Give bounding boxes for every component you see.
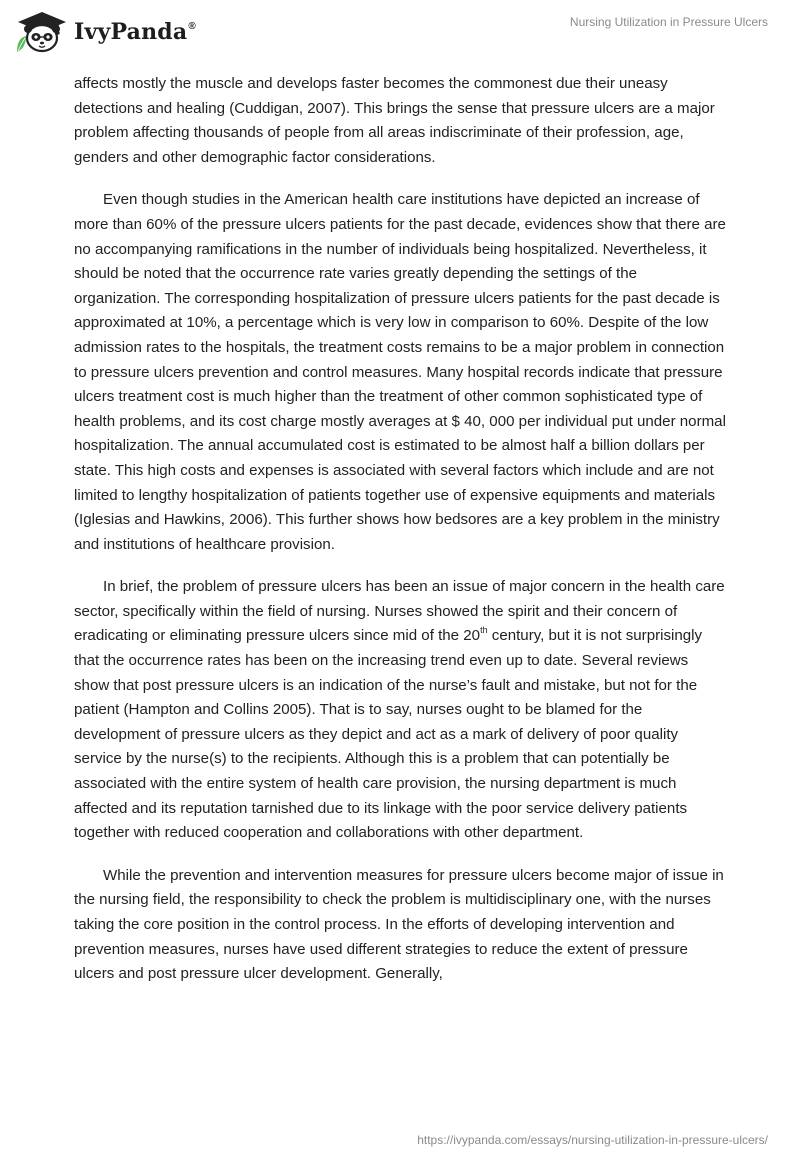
paragraph-1: affects mostly the muscle and develops faster becomes the commonest due their uneasy detections and healing (Cuddigan, 2007). This brings the sense that pressure ulcers are a major problem affecting thousands of people from all areas indiscriminate of their profession, age, genders and other demographic factor considerations.	[74, 75, 715, 166]
registered-mark: ®	[188, 21, 196, 32]
paragraph-3-part-2: century, but it is not surprisingly that the occurrence rates has been on the increasing trend even up to date. Several reviews show that post pressure ulcers is an indication of the nurse’s fault and mistake, but not for the patient (Hampton and Collins 2005). That is to say, nurses ought to be blamed for the development of pressure ulcers as they depict and act as a mark of delivery of poor quality service by the nurse(s) to the recipients. Although this is a problem that can potentially be associated with the entire system of health care provision, the nursing department is much affected and its reputation tarnished due to its linkage with the poor service delivery patients together with reduced cooperation and collaborations with other department.	[74, 627, 703, 842]
source-url-link[interactable]: https://ivypanda.com/essays/nursing-utilization-in-pressure-ulcers/	[417, 1133, 768, 1147]
brand-name	[74, 19, 196, 45]
document-title: Nursing Utilization in Pressure Ulcers	[569, 15, 768, 29]
paragraph-2: Even though studies in the American health care institutions have depicted an increase of more than 60% of the pressure ulcers patients for the past decade, evidences show that there are no accompanying ramifications in the number of individuals being hospitalized. Nevertheless, it should be noted that the occurrence rate varies greatly depending the settings of the organization. The corresponding hospitalization of pressure ulcers patients for the past decade is approximated at 10%, a percentage which is very low in comparison to 60%. Despite of the low admission rates to the hospitals, the treatment costs remains to be a major problem in connection to pressure ulcers prevention and control measures. Many hospital records indicate that pressure ulcers treatment cost is much higher than the treatment of other common sophisticated type of health problems, and its cost charge mostly averages at $ 40, 000 per individual put under normal hospitalization. The annual accumulated cost is estimated to be almost half a billion dollars per state. This high costs and expenses is associated with several factors which include and are not limited to lengthy hospitalization of patients together use of expensive equipments and materials (Iglesias and Hawkins, 2006). This further shows how bedsores are a key problem in the ministry and institutions of healthcare provision.	[74, 191, 726, 553]
brand-name-text: IvyPanda	[74, 19, 188, 45]
superscript-th: th	[480, 625, 488, 636]
paragraph-3	[74, 575, 726, 846]
page-header	[0, 0, 800, 62]
paragraph-4: While the prevention and intervention measures for pressure ulcers become major of issue in the nursing field, the responsibility to check the problem is multidisciplinary one, with the nurses taking the core position in the control process. In the efforts of developing intervention and prevention measures, nurses have used different strategies to reduce the extent of pressure ulcers and post pressure ulcer development. Generally,	[74, 866, 724, 983]
graduation-panda-logo-icon	[14, 8, 70, 54]
brand-logo-link[interactable]	[14, 8, 196, 54]
essay-body	[74, 72, 726, 1005]
paragraph-3-part-1: In brief, the problem of pressure ulcers has been an issue of major concern in the health care sector, specifically within the field of nursing. Nurses showed the spirit and their concern of eradicating or eliminating pressure ulcers since mid of the 20	[74, 578, 725, 645]
